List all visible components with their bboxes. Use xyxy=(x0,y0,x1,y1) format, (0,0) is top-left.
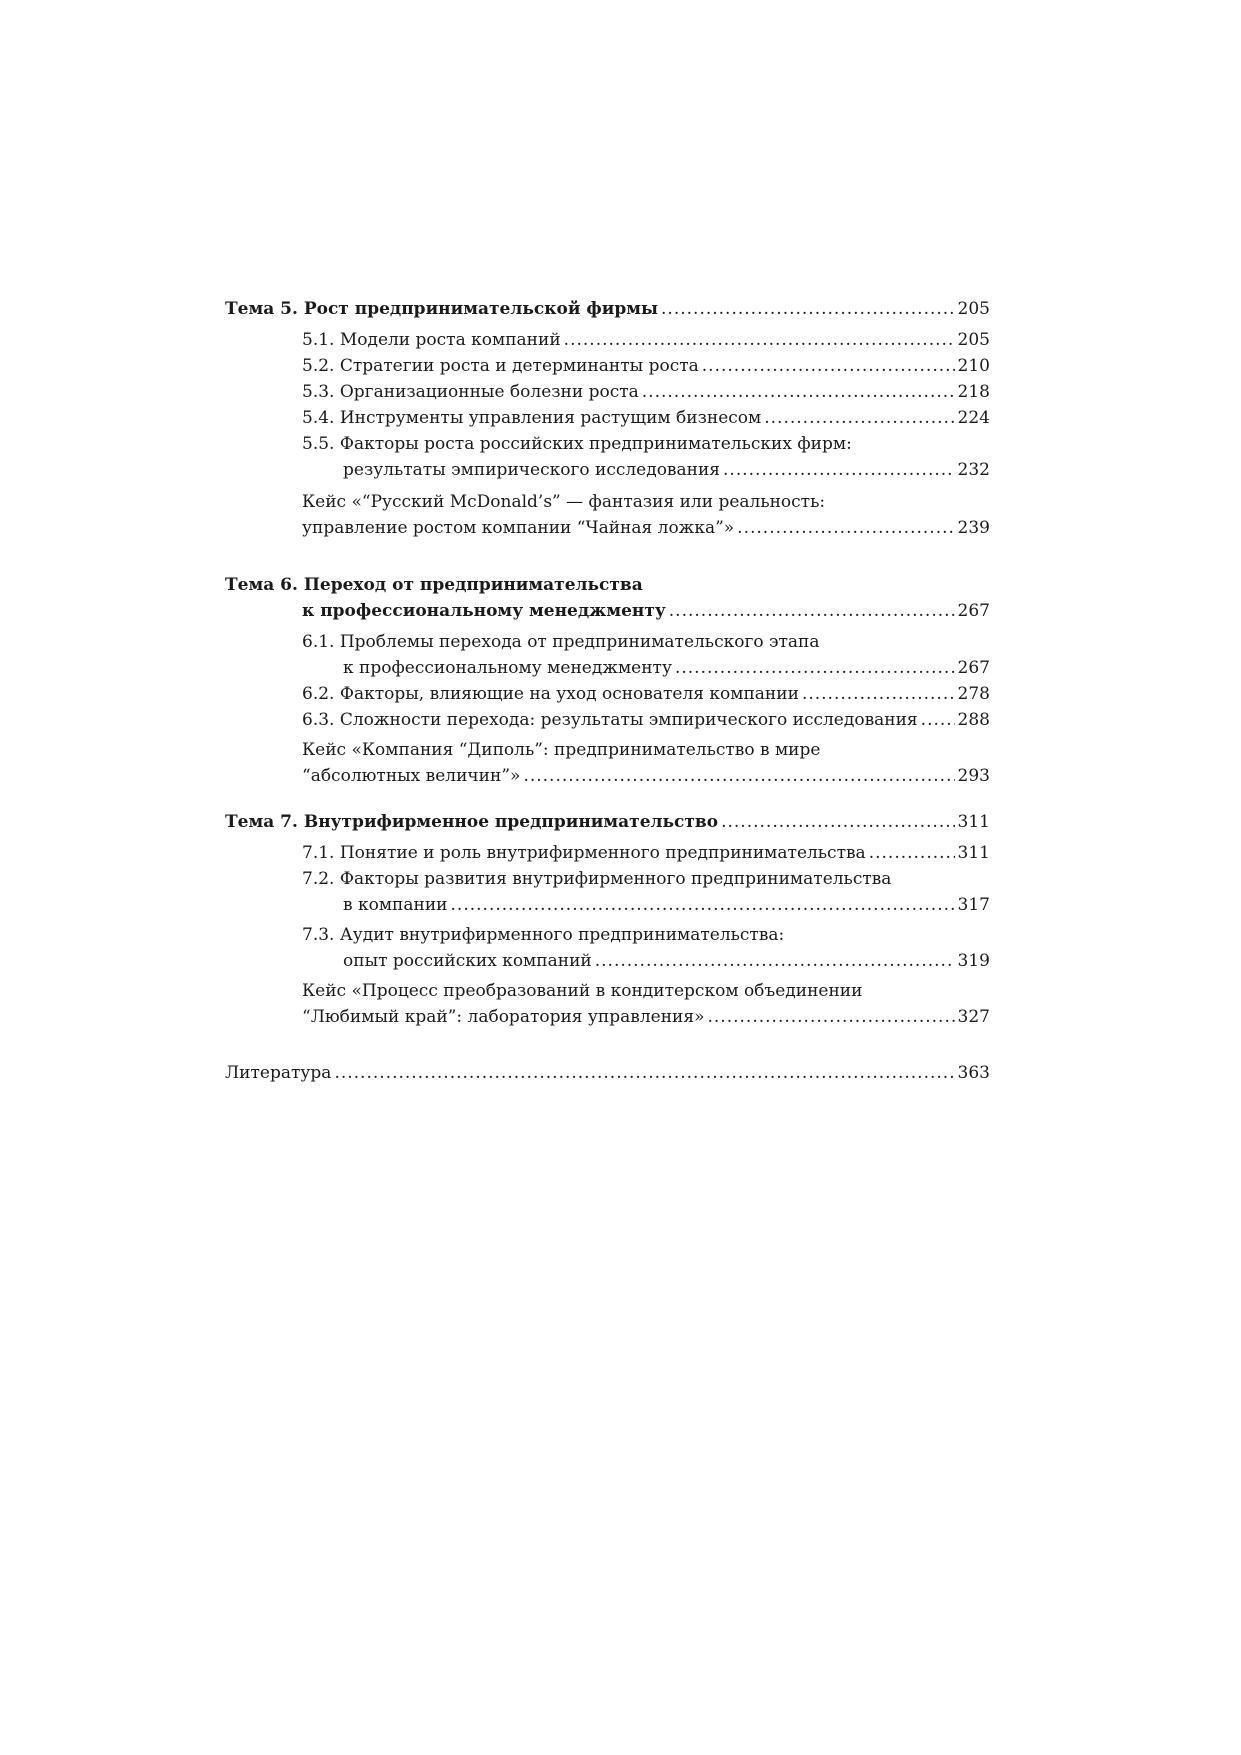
page-number: 293 xyxy=(957,766,990,786)
leader-dots xyxy=(661,296,955,322)
table-of-contents xyxy=(225,296,990,1086)
toc-entry[interactable] xyxy=(225,457,990,483)
section-title: 7.1. Понятие и роль внутрифирменного предпринимательства xyxy=(302,843,866,863)
case-title-line1[interactable]: Кейс «Процесс преобразований в кондитерском объединении xyxy=(302,981,863,1001)
section-title: 6.2. Факторы, влияющие на уход основателя компании xyxy=(302,684,799,704)
leader-dots xyxy=(869,840,955,866)
case-title-line1[interactable]: Кейс «Компания “Диполь”: предпринимательство в мире xyxy=(302,740,821,760)
toc-entry[interactable] xyxy=(225,655,990,681)
leader-dots xyxy=(595,948,955,974)
toc-entry-literature[interactable] xyxy=(225,1060,990,1086)
leader-dots xyxy=(523,763,954,789)
toc-entry[interactable] xyxy=(225,948,990,974)
toc-entry[interactable] xyxy=(225,1004,990,1030)
case-title-line2: управление ростом компании “Чайная ложка”» xyxy=(302,518,735,538)
section-title-line1[interactable]: 7.2. Факторы развития внутрифирменного предпринимательства xyxy=(302,869,892,889)
page-number: 317 xyxy=(957,895,990,915)
case-title-line1[interactable]: Кейс «“Русский McDonald’s” — фантазия или реальность: xyxy=(302,492,826,512)
page-number: 363 xyxy=(957,1063,990,1083)
section-title: 5.1. Модели роста компаний xyxy=(302,330,561,350)
toc-entry[interactable] xyxy=(225,840,990,866)
toc-entry[interactable] xyxy=(225,327,990,353)
literature-title: Литература xyxy=(225,1063,332,1083)
leader-dots xyxy=(737,515,954,541)
toc-entry[interactable] xyxy=(225,379,990,405)
page-number: 239 xyxy=(957,518,990,538)
section-title: 6.3. Сложности перехода: результаты эмпирического исследования xyxy=(302,710,918,730)
leader-dots xyxy=(708,1004,955,1030)
toc-entry[interactable] xyxy=(225,707,990,733)
toc-entry[interactable] xyxy=(225,681,990,707)
section-title-line2: в компании xyxy=(343,895,448,915)
topic-title-line1[interactable]: Тема 6. Переход от предпринимательства xyxy=(225,575,643,595)
section-title-line2: результаты эмпирического исследования xyxy=(343,460,721,480)
toc-topic-6 xyxy=(225,572,990,789)
toc-topic-7 xyxy=(225,809,990,1030)
toc-entry[interactable] xyxy=(225,515,990,541)
toc-entry[interactable] xyxy=(225,353,990,379)
page-number: 267 xyxy=(957,658,990,678)
page-number: 278 xyxy=(957,684,990,704)
leader-dots xyxy=(723,457,955,483)
section-title-line1[interactable]: 6.1. Проблемы перехода от предпринимательского этапа xyxy=(302,632,820,652)
case-title-line2: “Любимый край”: лаборатория управления» xyxy=(302,1007,705,1027)
section-title: 5.2. Стратегии роста и детерминанты роста xyxy=(302,356,699,376)
toc-entry[interactable] xyxy=(225,763,990,789)
leader-dots xyxy=(764,405,954,431)
page-number: 267 xyxy=(957,601,990,621)
leader-dots xyxy=(921,707,955,733)
leader-dots xyxy=(334,1060,954,1086)
section-title-line1[interactable]: 5.5. Факторы роста российских предпринимательских фирм: xyxy=(302,434,852,454)
section-title-line1[interactable]: 7.3. Аудит внутрифирменного предпринимательства: xyxy=(302,925,785,945)
toc-entry[interactable] xyxy=(225,892,990,918)
page-number: 205 xyxy=(957,299,990,319)
section-title: 5.4. Инструменты управления растущим бизнесом xyxy=(302,408,762,428)
page-number: 210 xyxy=(957,356,990,376)
leader-dots xyxy=(564,327,955,353)
page-number: 205 xyxy=(957,330,990,350)
page-number: 319 xyxy=(957,951,990,971)
toc-entry[interactable] xyxy=(225,296,990,322)
topic-title-line2: к профессиональному менеджменту xyxy=(302,601,666,621)
page-number: 311 xyxy=(957,812,990,832)
section-title-line2: опыт российских компаний xyxy=(343,951,592,971)
section-title-line2: к профессиональному менеджменту xyxy=(343,658,672,678)
topic-title: Тема 7. Внутрифирменное предпринимательство xyxy=(225,812,719,832)
leader-dots xyxy=(669,598,955,624)
page-number: 288 xyxy=(957,710,990,730)
leader-dots xyxy=(675,655,955,681)
toc-topic-5 xyxy=(225,296,990,541)
topic-title: Тема 5. Рост предпринимательской фирмы xyxy=(225,299,659,319)
leader-dots xyxy=(702,353,955,379)
page-number: 224 xyxy=(957,408,990,428)
leader-dots xyxy=(451,892,955,918)
toc-entry[interactable] xyxy=(225,598,990,624)
page-number: 311 xyxy=(957,843,990,863)
section-title: 5.3. Организационные болезни роста xyxy=(302,382,639,402)
page-number: 327 xyxy=(957,1007,990,1027)
toc-entry[interactable] xyxy=(225,809,990,835)
page-number: 218 xyxy=(957,382,990,402)
toc-entry[interactable] xyxy=(225,405,990,431)
case-title-line2: “абсолютных величин”» xyxy=(302,766,521,786)
leader-dots xyxy=(802,681,955,707)
leader-dots xyxy=(642,379,955,405)
page-number: 232 xyxy=(957,460,990,480)
leader-dots xyxy=(721,809,954,835)
